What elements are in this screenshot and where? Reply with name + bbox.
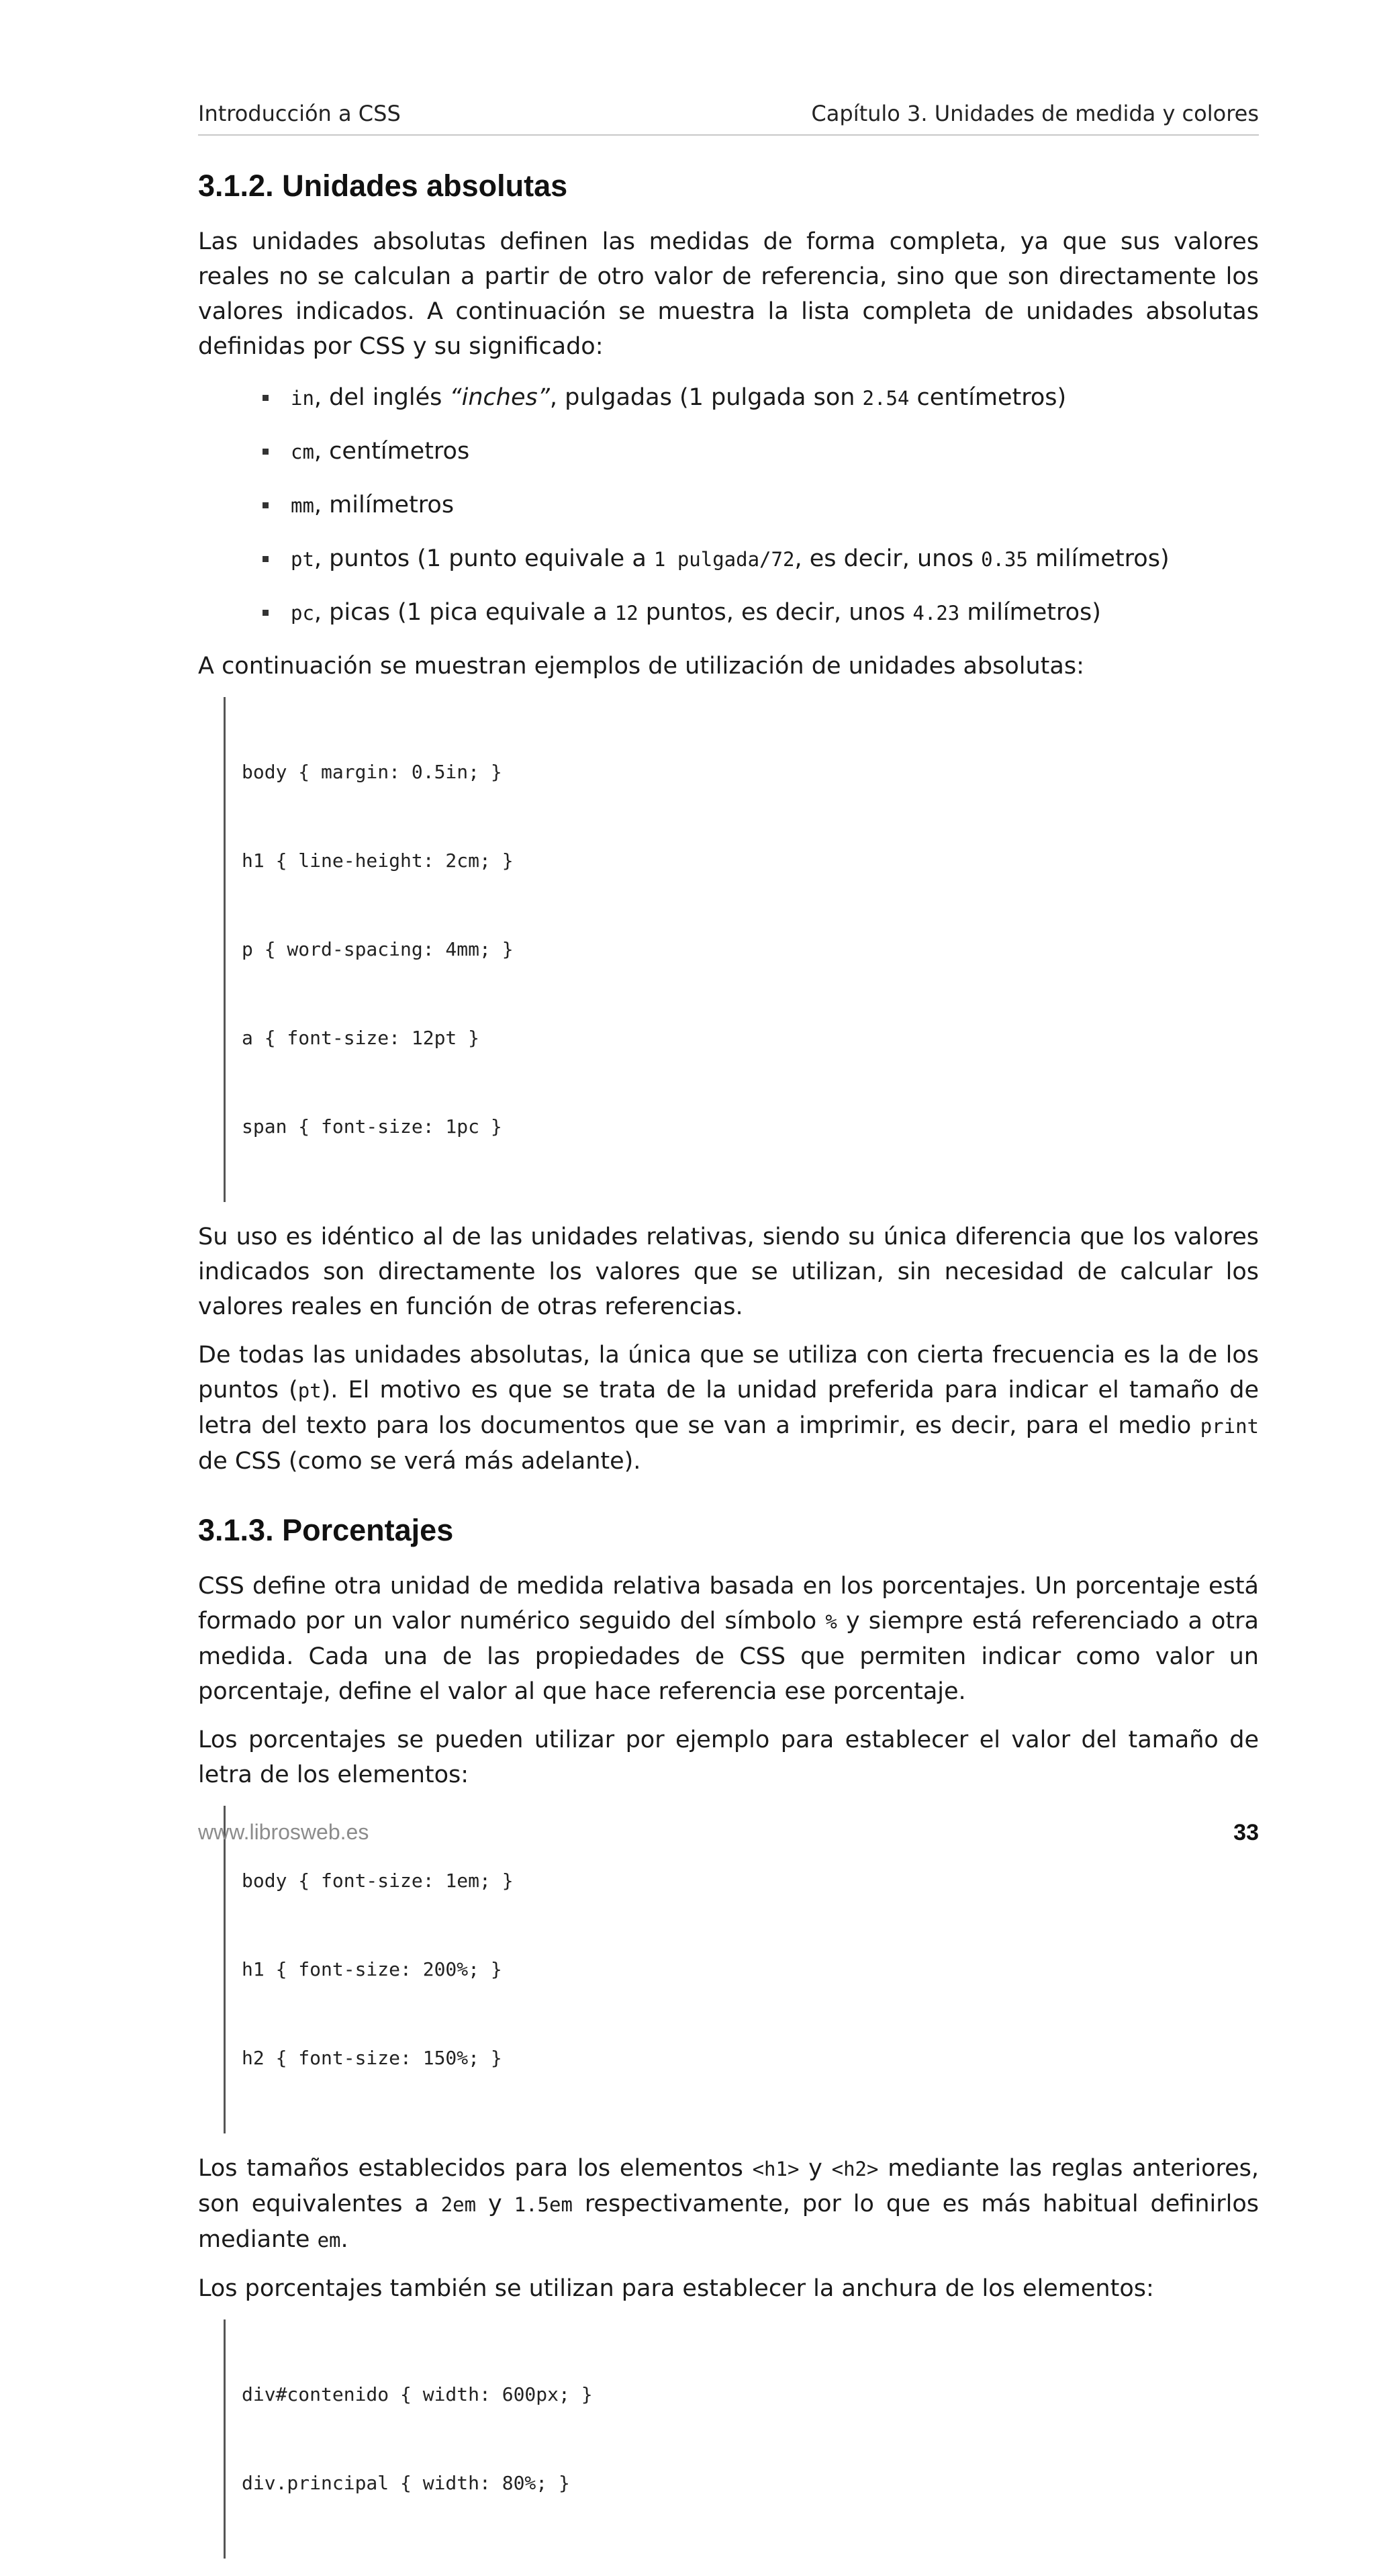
code-line: body { margin: 0.5in; } bbox=[242, 761, 502, 783]
paragraph-usage: Su uso es idéntico al de las unidades relativas, siendo su única diferencia que los valores indicados son directamente los valores que se utilizan, sin necesidad de calcular los valores reales en función de otras referencias. bbox=[198, 1224, 1259, 1320]
units-list bbox=[198, 380, 1259, 631]
footer-site-link[interactable]: www.librosweb.es bbox=[198, 1820, 369, 1844]
code-line: p { word-spacing: 4mm; } bbox=[242, 938, 514, 960]
paragraph-width: Los porcentajes también se utilizan para establecer la anchura de los elementos: bbox=[198, 2275, 1154, 2302]
bullet-icon bbox=[263, 556, 269, 562]
bullet-icon bbox=[263, 395, 269, 401]
code-line: div.principal { width: 80%; } bbox=[242, 2472, 570, 2494]
bullet-icon bbox=[263, 610, 269, 616]
running-header bbox=[198, 101, 1259, 136]
list-item: pc, picas (1 pica equivale a 12 puntos, es decir, unos 4.23 milímetros) bbox=[263, 595, 1259, 631]
code-block-absolute-units bbox=[224, 697, 1259, 1202]
code-line: h1 { line-height: 2cm; } bbox=[242, 849, 514, 872]
code-line: span { font-size: 1pc } bbox=[242, 1115, 502, 1138]
list-item: in, del inglés “inches”, pulgadas (1 pulgada son 2.54 centímetros) bbox=[263, 380, 1259, 416]
list-item: mm, milímetros bbox=[263, 488, 1259, 523]
paragraph-equivalents: Los tamaños establecidos para los elementos <h1> y <h2> mediante las reglas anteriores, son equivalentes a 2em y 1.5em respectivamente, por lo que es más habitual definirlos mediante em. bbox=[198, 2155, 1260, 2253]
bullet-icon bbox=[263, 502, 269, 508]
code-block-width bbox=[224, 2319, 1259, 2559]
header-book-title: Introducción a CSS bbox=[198, 101, 401, 126]
paragraph-percent-font-size: Los porcentajes se pueden utilizar por ejemplo para establecer el valor del tamaño de letra de los elementos: bbox=[198, 1727, 1259, 1788]
section-heading-percentages: 3.1.3. Porcentajes bbox=[198, 1513, 454, 1547]
list-item: pt, puntos (1 punto equivale a 1 pulgada/72, es decir, unos 0.35 milímetros) bbox=[263, 541, 1259, 577]
code-line: a { font-size: 12pt } bbox=[242, 1027, 480, 1049]
list-item: cm, centímetros bbox=[263, 434, 1259, 469]
code-line: div#contenido { width: 600px; } bbox=[242, 2383, 593, 2405]
section-heading-absolute-units: 3.1.2. Unidades absolutas bbox=[198, 169, 568, 203]
paragraph-points: De todas las unidades absolutas, la única que se utiliza con cierta frecuencia es la de los puntos (pt). El motivo es que se trata de la unidad preferida para indicar el tamaño de letra del texto para los documentos que se van a imprimir, es decir, para el medio print de CSS (como se verá más adelante). bbox=[198, 1342, 1259, 1475]
code-line: h1 { font-size: 200%; } bbox=[242, 1958, 502, 1980]
code-line: body { font-size: 1em; } bbox=[242, 1870, 514, 1892]
header-chapter-title: Capítulo 3. Unidades de medida y colores bbox=[811, 101, 1259, 126]
paragraph-examples-intro: A continuación se muestran ejemplos de utilización de unidades absolutas: bbox=[198, 653, 1084, 680]
bullet-icon bbox=[263, 449, 269, 455]
code-block-font-size bbox=[224, 1806, 1259, 2133]
page-number: 33 bbox=[1233, 1820, 1259, 1845]
paragraph-absolute-intro: Las unidades absolutas definen las medidas de forma completa, ya que sus valores reales no se calculan a partir de otro valor de referencia, sino que son directamente los valores indicados. A continuación se muestra la lista completa de unidades absolutas definidas por CSS y su significado: bbox=[198, 228, 1259, 360]
paragraph-percent-intro: CSS define otra unidad de medida relativa basada en los porcentajes. Un porcentaje está formado por un valor numérico seguido del símbolo % y siempre está referenciado a otra medida. Cada una de las propiedades de CSS que permiten indicar como valor un porcentaje, define el valor al que hace referencia ese porcentaje. bbox=[198, 1573, 1259, 1705]
page-footer bbox=[198, 1820, 1259, 1853]
page-content bbox=[198, 168, 1259, 2576]
code-line: h2 { font-size: 150%; } bbox=[242, 2047, 502, 2069]
